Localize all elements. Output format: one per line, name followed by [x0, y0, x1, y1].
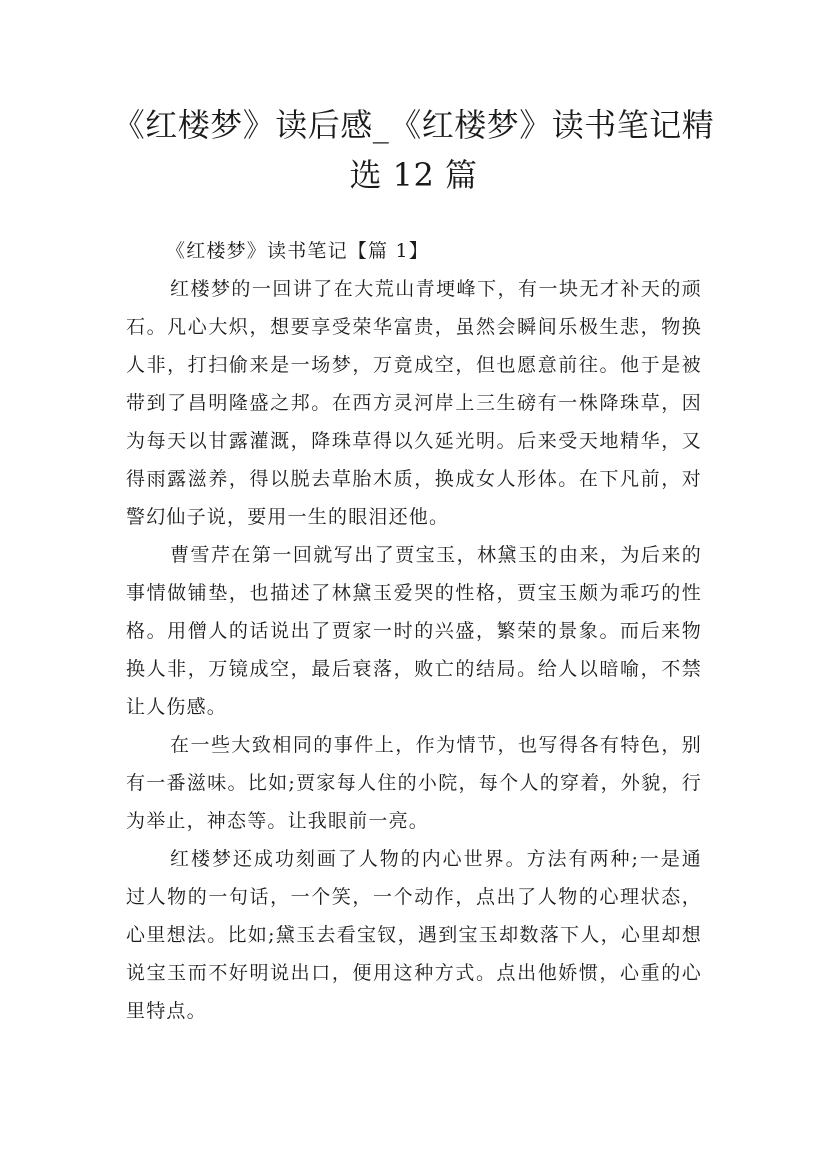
paragraph-4: 红楼梦还成功刻画了人物的内心世界。方法有两种;一是通过人物的一句话，一个笑，一个动作，点出了人物的心理状态，心里想法。比如;黛玉去看宝钗，遇到宝玉却数落下人，心里却想说宝玉而不好明说出口，便用这种方式。点出他娇惯，心重的心里特点。: [126, 848, 702, 1022]
title-line-2: 选 12 篇: [349, 156, 478, 194]
document-title: [100, 100, 727, 200]
document-body: [126, 232, 702, 1030]
title-line-1: 《红楼梦》读后感_《红楼梦》读书笔记精: [112, 106, 715, 144]
paragraph-2: 曹雪芹在第一回就写出了贾宝玉，林黛玉的由来，为后来的事情做铺垫，也描述了林黛玉爱哭的性格，贾宝玉颇为乖巧的性格。用僧人的话说出了贾家一时的兴盛，繁荣的景象。而后来物换人非，万镜成空，最后衰落，败亡的结局。给人以暗喻，不禁让人伤感。: [126, 544, 702, 718]
paragraph-3: 在一些大致相同的事件上，作为情节，也写得各有特色，别有一番滋味。比如;贾家每人住的小院，每个人的穿着，外貌，行为举止，神态等。让我眼前一亮。: [126, 734, 702, 832]
section-heading: 《红楼梦》读书笔记【篇 1】: [166, 240, 429, 262]
paragraph-1: 红楼梦的一回讲了在大荒山青埂峰下，有一块无才补天的顽石。凡心大炽，想要享受荣华富贵，虽然会瞬间乐极生悲，物换人非，打扫偷来是一场梦，万竟成空，但也愿意前往。他于是被带到了昌明隆盛之邦。在西方灵河岸上三生磅有一株降珠草，因为每天以甘露灌溉，降珠草得以久延光明。后来受天地精华，又得雨露滋养，得以脱去草胎木质，换成女人形体。在下凡前，对警幻仙子说，要用一生的眼泪还他。: [126, 278, 702, 528]
